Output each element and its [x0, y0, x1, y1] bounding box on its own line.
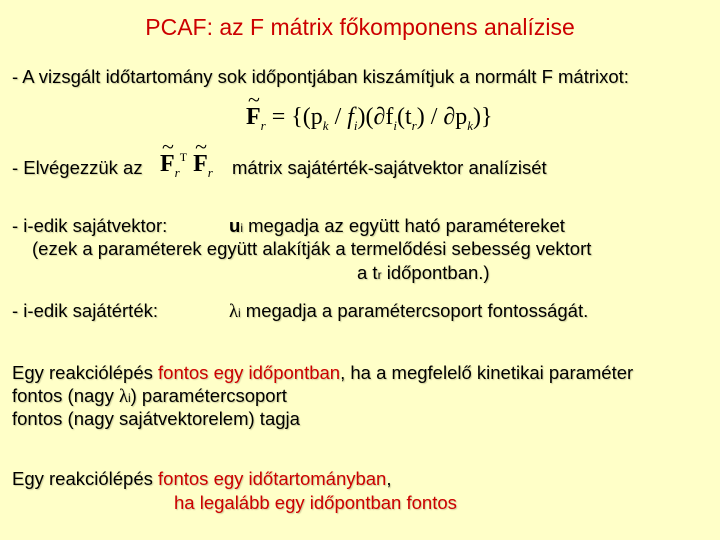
formula-sub: i [393, 118, 397, 133]
eigenvector-text: megadja az együtt ható paramétereket [242, 215, 565, 236]
formula-part: (t [397, 104, 412, 130]
formula-ftf [160, 151, 213, 178]
formula-sub: i [353, 118, 358, 133]
eigenvector-label: - i-edik sajátvektor: [12, 215, 168, 236]
eigenvalue-text: megadja a paramétercsoport fontosságát. [240, 300, 589, 321]
para1-line1 [12, 362, 633, 384]
formula-sub: r [411, 118, 417, 133]
formula-part: / [328, 104, 348, 130]
formula-sub: r [174, 165, 180, 180]
para-text: ) paramétercsoport [130, 385, 287, 406]
f-tilde-symbol: ~ F [160, 151, 175, 178]
para-text: , ha a megfelelő kinetikai paraméter [340, 362, 634, 383]
formula-part: )(∂f [357, 104, 394, 130]
para2-line2: ha legalább egy időpontban fontos [174, 492, 457, 513]
lambda-symbol: λ [118, 387, 128, 407]
formula-part: / ∂p [424, 104, 468, 130]
eigenvector-desc [229, 215, 565, 239]
para-text: fontos (nagy [12, 385, 119, 406]
lambda-symbol: λ [229, 302, 238, 322]
page-title: PCAF: az F mátrix főkomponens analízise [145, 14, 575, 40]
para-text: Egy reakciólépés [12, 468, 159, 489]
eigenvector-note: (ezek a paraméterek együtt alakítják a termelődési sebesség vektort [32, 238, 592, 259]
formula-sup: T [179, 150, 188, 164]
formula-part: )} [473, 104, 493, 130]
eigenvalue-desc [229, 300, 588, 324]
para1-line2 [12, 385, 287, 409]
intro-line: - A vizsgált időtartomány sok időpontjában kiszámítjuk a normált F mátrixot: [12, 66, 629, 87]
lambda-sub: i [127, 391, 131, 405]
note-text: a t [357, 262, 378, 283]
para-text: , [386, 468, 392, 489]
line2-suffix: mátrix sajátérték-sajátvektor analízisét [232, 157, 547, 178]
formula-part: f [347, 104, 354, 130]
f-tilde-symbol: ~ F [193, 151, 208, 178]
formula-normalized-f [246, 104, 493, 131]
para2-line1 [12, 468, 392, 490]
para-highlight: fontos egy időpontban [158, 362, 341, 383]
line2-prefix: - Elvégezzük az [12, 157, 143, 178]
para1-line3: fontos (nagy sajátvektorelem) tagja [12, 408, 300, 429]
formula-part: ) [416, 104, 425, 130]
formula-sub: k [322, 118, 329, 133]
note-sub: r [377, 268, 382, 282]
formula-sub: r [207, 165, 213, 180]
u-symbol: u [229, 215, 241, 236]
para-text: Egy reakciólépés [12, 362, 159, 383]
note-text: időpontban.) [381, 262, 490, 283]
f-tilde-symbol: ~ F [246, 104, 261, 131]
formula-part: = {(p [271, 104, 323, 130]
eigenvalue-label: - i-edik sajátérték: [12, 300, 158, 321]
u-sub: i [240, 221, 243, 235]
lambda-sub: i [237, 306, 241, 320]
para-highlight: fontos egy időtartományban [158, 468, 387, 489]
eigenvector-note-end [357, 262, 490, 286]
formula-sub: k [467, 118, 474, 133]
formula-sub: r [260, 118, 266, 133]
